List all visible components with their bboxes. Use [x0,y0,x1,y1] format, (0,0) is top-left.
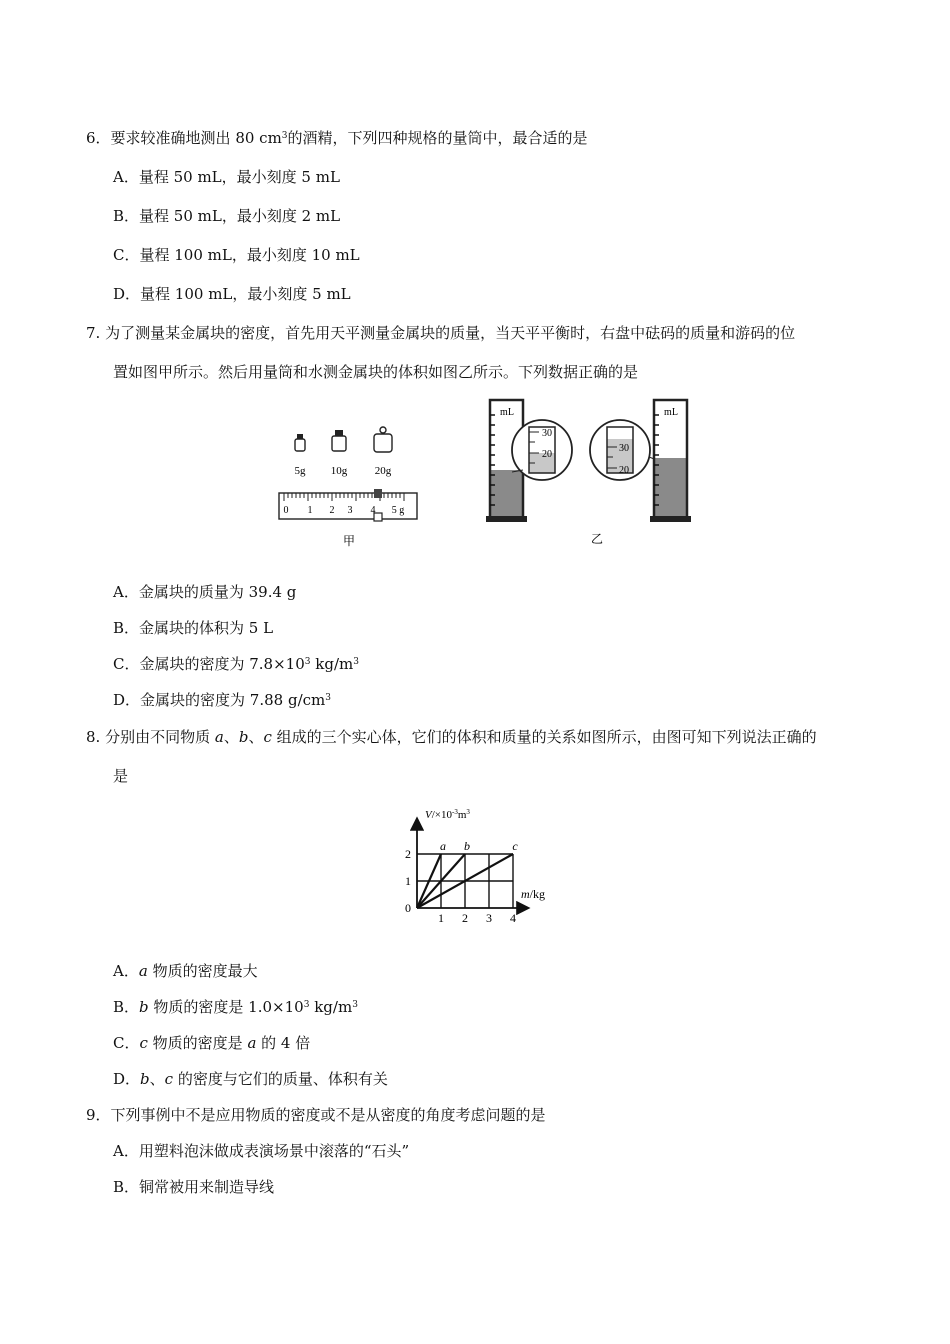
q6-option-d: D．量程 100 mL，最小刻度 5 mL [113,285,351,303]
q6-stem: 6．要求较准确地测出 80 $cm^3$的酒精，下列四种规格的量筒中，最合适的是 [86,129,588,147]
scale-tick-0: 0 [283,505,289,516]
y-tick-2: 2 [405,847,411,861]
q6-option-b: B．量程 50 mL，最小刻度 2 mL [113,207,341,225]
weight-5g [295,434,307,477]
zoom-right-30: 30 [619,443,629,454]
q8-stem-line2: 是 [113,767,129,785]
q8-chart [395,800,565,928]
q9-option-a: A．用塑料泡沫做成表演场景中滚落的“石头” [113,1142,410,1160]
weight-5g-label: 5g [294,465,306,477]
cylinder-left-unit: mL [500,407,514,418]
caption-yi: 乙 [590,532,604,546]
series-label-c: c [512,839,518,853]
origin-label: 0 [405,901,411,915]
q7-option-d: D．金属块的密度为 7.88 $g/cm^3$ [113,691,331,709]
zoom-left [512,420,572,480]
scale-tick-1: 1 [307,505,313,516]
x-tick-2: 2 [462,911,468,925]
q9-option-b: B．铜常被用来制造导线 [113,1178,275,1196]
cylinder-right [650,400,691,522]
zoom-right [590,420,657,480]
chart-ylabel: $V/\times 10^{-3}m^3$ [425,808,470,821]
q7-figure-cylinders [485,395,695,553]
scale-tick-3: 3 [347,505,353,516]
series-label-b: b [464,839,470,853]
q8-option-a: A．a 物质的密度最大 [113,962,258,980]
scale-tick-5: 5 g [391,505,405,516]
cylinder-right-unit: mL [664,407,678,418]
q8-option-b: B．b 物质的密度是 $1.0\times 10^3$ $kg/m^3$ [113,998,358,1016]
x-tick-1: 1 [438,911,444,925]
scale-tick-4: 4 [370,505,376,516]
q8-option-d: D．b、c 的密度与它们的质量、体积有关 [113,1070,388,1088]
weight-20g-label: 20g [374,465,392,477]
zoom-right-20: 20 [619,465,629,476]
q8-stem-line1: 8. 分别由不同物质 a、b、c 组成的三个实心体，它们的体积和质量的关系如图所示，由图可知下列说法正确的 [86,728,817,746]
q7-stem-line2: 置如图甲所示。然后用量筒和水测金属块的体积如图乙所示。下列数据正确的是 [113,363,639,381]
x-tick-4: 4 [510,911,516,925]
weight-10g-label: 10g [330,465,348,477]
weight-10g [331,430,348,477]
chart-xlabel: m/kg [521,887,546,901]
q7-figure-balance [270,425,430,553]
q6-option-a: A．量程 50 mL，最小刻度 5 mL [113,168,340,186]
scale-tick-2: 2 [329,505,335,516]
caption-jia: 甲 [342,534,356,548]
q7-option-b: B．金属块的体积为 5 L [113,619,274,637]
q7-option-c: C．金属块的密度为 $7.8\times 10^3$ $kg/m^3$ [113,655,359,673]
q7-stem-line1: 7. 为了测量某金属块的密度，首先用天平测量金属块的质量，当天平平衡时，右盘中砝码的质量和游码的位 [86,324,796,342]
y-tick-1: 1 [405,874,411,888]
zoom-left-30: 30 [542,428,552,439]
q8-option-c: C．c 物质的密度是 a 的 4 倍 [113,1034,311,1052]
weight-20g [374,427,392,477]
zoom-left-20: 20 [542,449,552,460]
x-tick-3: 3 [486,911,492,925]
q9-stem: 9．下列事例中不是应用物质的密度或不是从密度的角度考虑问题的是 [86,1106,546,1124]
rider-scale [279,489,417,521]
series-label-a: a [440,839,446,853]
q6-option-c: C．量程 100 mL，最小刻度 10 mL [113,246,360,264]
q7-option-a: A．金属块的质量为 39.4 g [113,583,297,601]
